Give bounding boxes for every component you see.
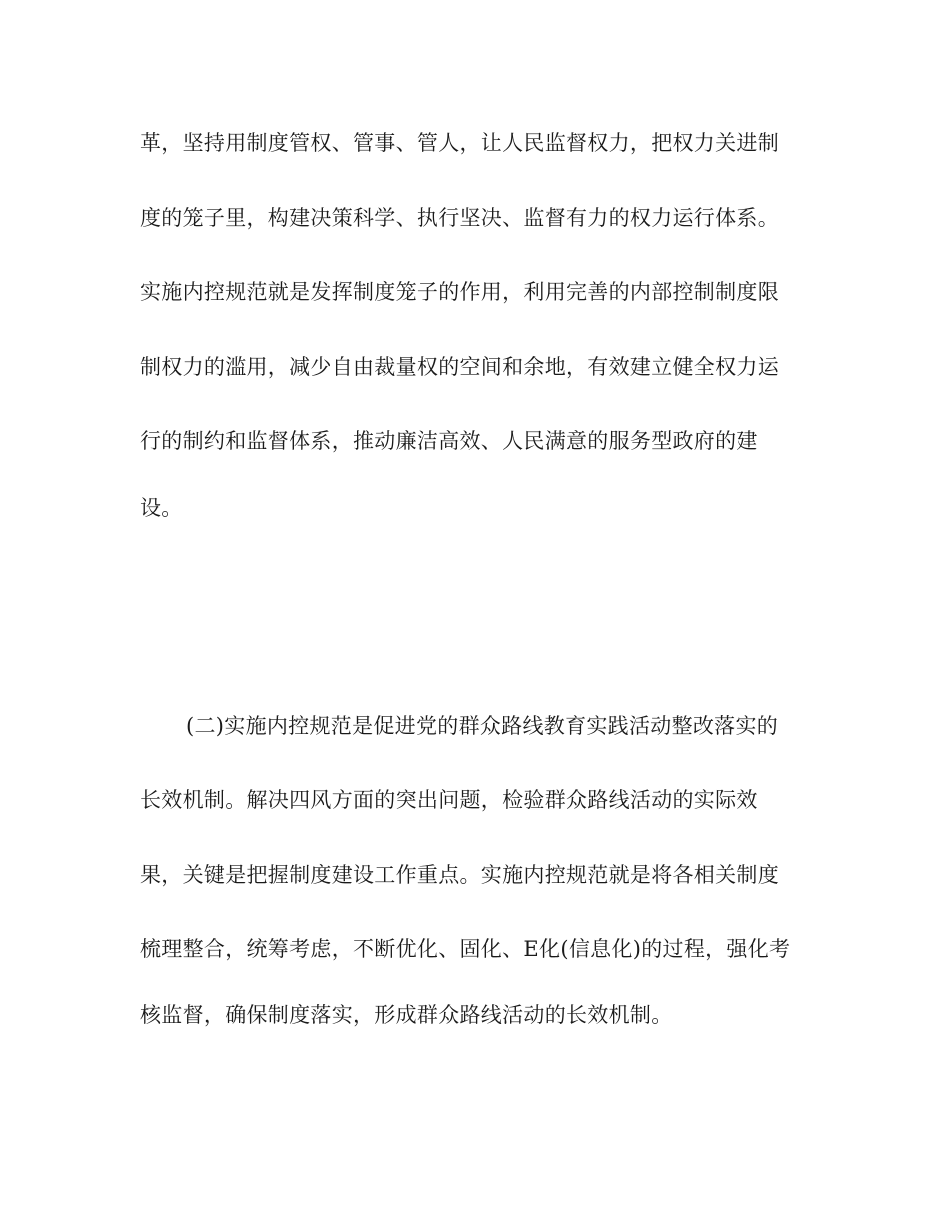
paragraph-line: 设。: [140, 496, 183, 520]
paragraph-line: 实施内控规范就是发挥制度笼子的作用，利用完善的内部控制制度限: [140, 280, 779, 304]
paragraph-line: 制权力的滥用，减少自由裁量权的空间和余地，有效建立健全权力运: [140, 355, 779, 379]
paragraph-line: 梳理整合，统筹考虑，不断优化、固化、E化(信息化)的过程，强化考: [140, 937, 791, 961]
paragraph-line: 行的制约和监督体系，推动廉洁高效、人民满意的服务型政府的建: [140, 429, 758, 453]
paragraph-line: (二)实施内控规范是促进党的群众路线教育实践活动整改落实的: [186, 714, 779, 738]
paragraph-line: 度的笼子里，构建决策科学、执行坚决、监督有力的权力运行体系。: [140, 206, 779, 230]
paragraph-line: 革，坚持用制度管权、管事、管人，让人民监督权力，把权力关进制: [140, 131, 779, 155]
paragraph-line: 长效机制。解决四风方面的突出问题，检验群众路线活动的实际效: [140, 788, 758, 812]
paragraph-line: 核监督，确保制度落实，形成群众路线活动的长效机制。: [140, 1003, 673, 1027]
paragraph-line: 果，关键是把握制度建设工作重点。实施内控规范就是将各相关制度: [140, 863, 779, 887]
